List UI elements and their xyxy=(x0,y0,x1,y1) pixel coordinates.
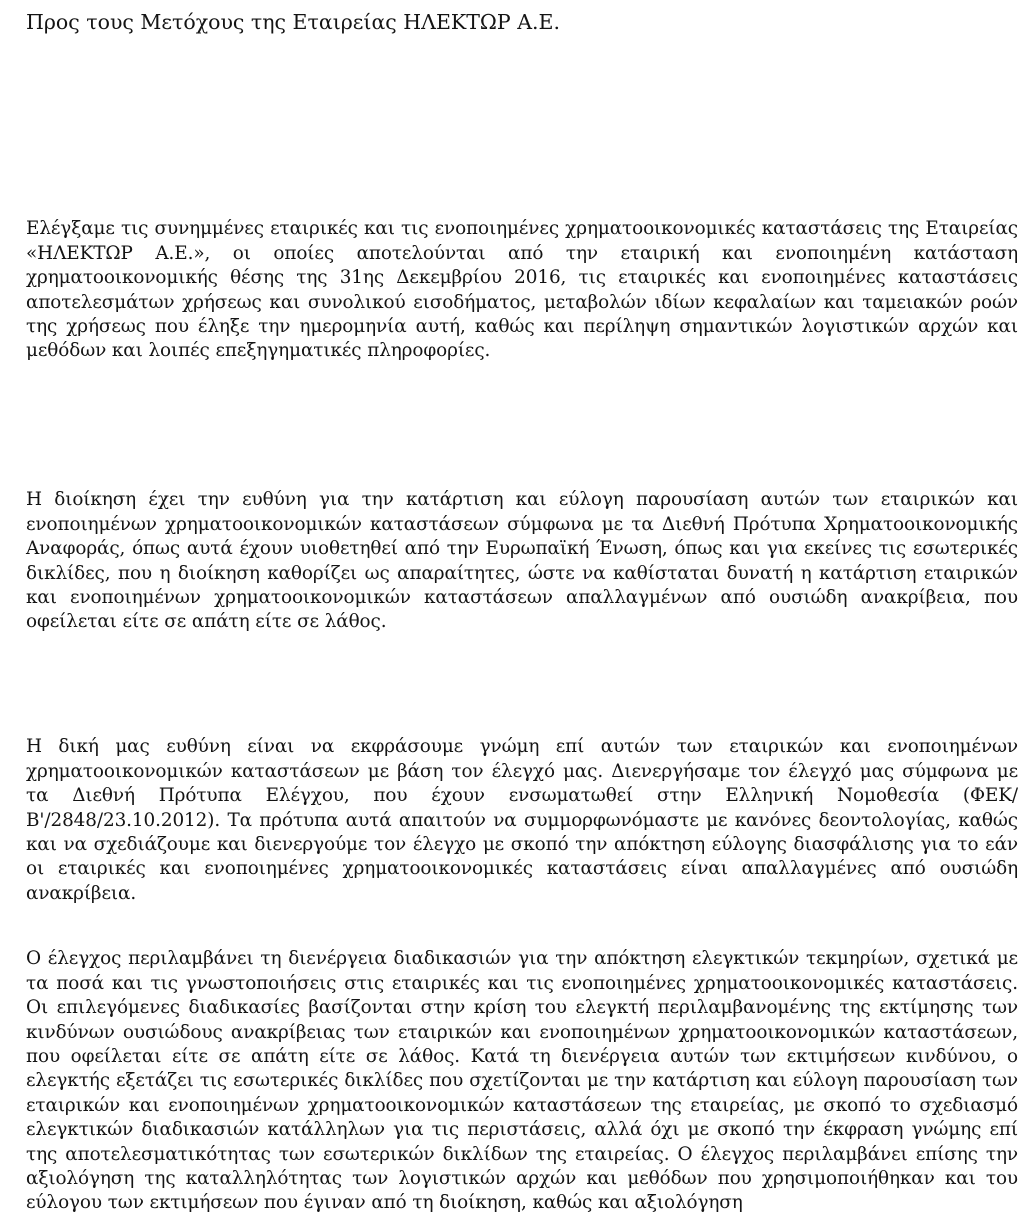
addressee-line: Προς τους Μετόχους της Εταιρείας ΗΛΕΚΤΩΡ Α.Ε. xyxy=(26,10,561,34)
paragraph-management-responsibility: Η διοίκηση έχει την ευθύνη για την κατάρτιση και εύλογη παρουσίαση αυτών των εταιρικών και ενοποιημένων χρηματοοικονομικών καταστάσεων σύμφωνα με τα Διεθνή Πρότυπα Χρηματοοικονομικής Αναφοράς, όπως αυτά έχουν υιοθετηθεί από την Ευρωπαϊκή Ένωση, όπως και για εκείνες τις εσωτερικές δικλίδες, που η διοίκηση καθορίζει ως απαραίτητες, ώστε να καθίσταται δυνατή η κατάρτιση εταιρικών και ενοποιημένων χρηματοοικονομικών καταστάσεων απαλλαγμένων από ουσιώδη ανακρίβεια, που οφείλεται είτε σε απάτη είτε σε λάθος. xyxy=(26,489,1018,633)
paragraph-auditor-responsibility: Η δική μας ευθύνη είναι να εκφράσουμε γνώμη επί αυτών των εταιρικών και ενοποιημένων χρηματοοικονομικών καταστάσεων με βάση τον έλεγχό μας. Διενεργήσαμε τον έλεγχό μας σύμφωνα με τα Διεθνή Πρότυπα Ελέγχου, που έχουν ενσωματωθεί στην Ελληνική Νομοθεσία (ΦΕΚ/Β'/2848/23.10.2012). Τα πρότυπα αυτά απαιτούν να συμμορφωνόμαστε με κανόνες δεοντολογίας, καθώς και να σχεδιάζουμε και διενεργούμε τον έλεγχο με σκοπό την απόκτηση εύλογης διασφάλισης για το εάν οι εταιρικές και ενοποιημένες χρηματοοικονομικές καταστάσεις είναι απαλλαγμένες από ουσιώδη ανακρίβεια. xyxy=(26,736,1018,904)
paragraph-audit-scope: Ελέγξαμε τις συνημμένες εταιρικές και τις ενοποιημένες χρηματοοικονομικές καταστάσεις της Εταιρείας «ΗΛΕΚΤΩΡ Α.Ε.», οι οποίες αποτελούνται από την εταιρική και ενοποιημένη κατάσταση χρηματοοικονομικής θέσης της 31ης Δεκεμβρίου 2016, τις εταιρικές και ενοποιημένες καταστάσεις αποτελεσμάτων χρήσεως και συνολικού εισοδήματος, μεταβολών ιδίων κεφαλαίων και ταμειακών ροών της χρήσεως που έληξε την ημερομηνία αυτή, καθώς και περίληψη σημαντικών λογιστικών αρχών και μεθόδων και λοιπές επεξηγηματικές πληροφορίες. xyxy=(26,218,1018,362)
paragraph-audit-procedures: Ο έλεγχος περιλαμβάνει τη διενέργεια διαδικασιών για την απόκτηση ελεγκτικών τεκμηρίων, σχετικά με τα ποσά και τις γνωστοποιήσεις στις εταιρικές και τις ενοποιημένες χρηματοοικονομικές καταστάσεις. Οι επιλεγόμενες διαδικασίες βασίζονται στην κρίση του ελεγκτή περιλαμβανομένης της εκτίμησης των κινδύνων ουσιώδους ανακρίβειας των εταιρικών και ενοποιημένων χρηματοοικονομικών καταστάσεων, που οφείλεται είτε σε απάτη είτε σε λάθος. Κατά τη διενέργεια αυτών των εκτιμήσεων κινδύνου, ο ελεγκτής εξετάζει τις εσωτερικές δικλίδες που σχετίζονται με την κατάρτιση και εύλογη παρουσίαση των εταιρικών και ενοποιημένων χρηματοοικονομικών καταστάσεων της εταιρείας, με σκοπό το σχεδιασμό ελεγκτικών διαδικασιών κατάλληλων για τις περιστάσεις, αλλά όχι με σκοπό την έκφραση γνώμης επί της αποτελεσματικότητας των εσωτερικών δικλίδων της εταιρείας. Ο έλεγχος περιλαμβάνει επίσης την αξιολόγηση της καταλληλότητας των λογιστικών αρχών και μεθόδων που χρησιμοποιήθηκαν και του εύλογου των εκτιμήσεων που έγιναν από τη διοίκηση, καθώς και αξιολόγηση xyxy=(26,948,1018,1214)
